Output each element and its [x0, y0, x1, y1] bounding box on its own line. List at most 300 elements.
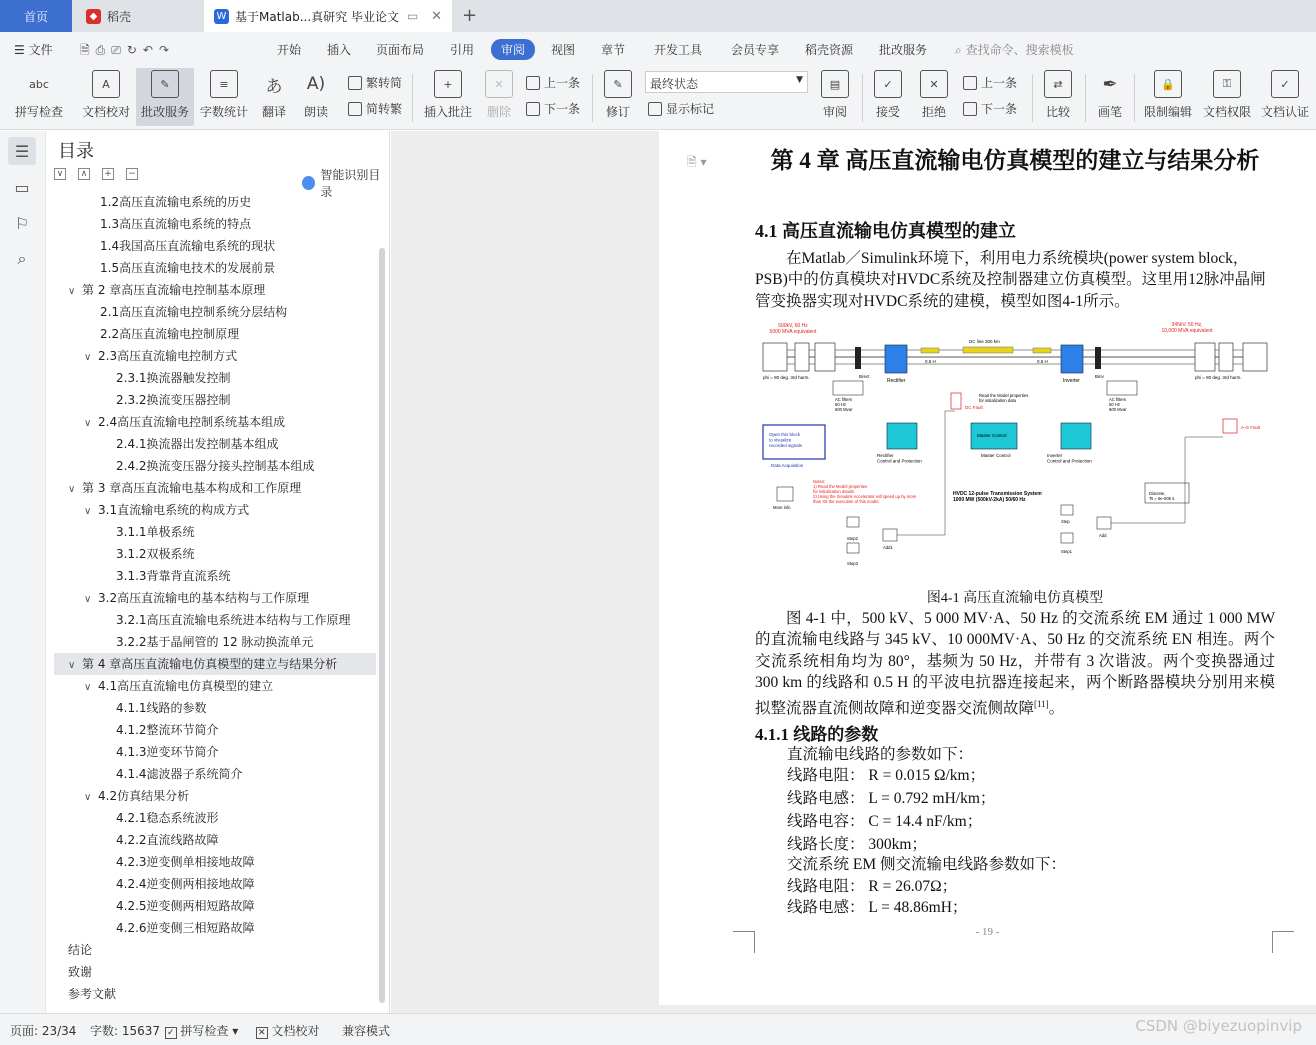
side-icon-bar	[0, 131, 46, 1013]
more-info-label: More info	[773, 505, 791, 510]
right-meter	[1219, 343, 1233, 371]
next-change-icon	[963, 102, 977, 116]
toc-item-label: 4.1.3逆变环节简介	[116, 745, 219, 759]
command-search-placeholder: 查找命令、搜索模板	[965, 43, 1074, 57]
toc-item[interactable]	[54, 807, 376, 829]
prev-comment-label: 上一条	[544, 76, 581, 90]
doc-rights-icon: ⚿	[1213, 70, 1241, 98]
inverter-block	[1061, 345, 1083, 373]
restrict-edit-button[interactable]	[1141, 68, 1195, 126]
tab-docer[interactable]	[74, 0, 204, 32]
next-change-label: 下一条	[981, 102, 1018, 116]
collapse-all-icon[interactable]: ∨	[54, 168, 66, 180]
breaker-rect	[855, 347, 861, 369]
menu-insert[interactable]: 插入	[327, 43, 352, 57]
toc-item[interactable]	[54, 675, 376, 697]
doc-rights-button[interactable]	[1200, 68, 1254, 126]
status-doc-check[interactable]	[256, 1022, 319, 1039]
next-comment-button[interactable]	[526, 100, 580, 117]
ribbon-divider	[1134, 74, 1135, 122]
compare-button[interactable]	[1038, 68, 1078, 126]
expand-caret-icon[interactable]: ∨	[84, 682, 92, 693]
rectifier-control-block	[887, 423, 917, 449]
tab-home[interactable]	[0, 0, 72, 32]
dc-fault-label: DC Fault	[965, 405, 983, 410]
trad-to-simp-button[interactable]	[348, 74, 402, 91]
compare-icon: ⇄	[1044, 70, 1072, 98]
menu-page-layout[interactable]: 页面布局	[376, 43, 425, 57]
master-control-inner: Master Control	[977, 433, 1007, 438]
svg-text-line: Inverter	[1047, 453, 1063, 458]
step3-label: Step3	[847, 561, 858, 566]
correction-label: 批改服务	[140, 105, 189, 119]
svg-text-line: Control and Protection	[1047, 458, 1092, 464]
word-count-icon: ≡	[210, 70, 238, 98]
toc-item-label: 2.4.1换流器出发控制基本组成	[116, 437, 279, 451]
next-comment-icon	[526, 102, 540, 116]
dc-line-resistance: 线路电阻： R = 0.015 Ω/km；	[787, 767, 986, 784]
chapter-nav-icon[interactable]: ▭	[14, 177, 30, 197]
menu-view[interactable]: 视图	[551, 43, 576, 57]
quick-access-toolbar[interactable]: 🗎⎙⎚↻↶↷	[80, 43, 176, 57]
hvdc-model-figure	[755, 319, 1275, 581]
left-meter	[795, 343, 809, 371]
toc-item[interactable]	[54, 565, 376, 587]
svg-text-line: for initialization details	[813, 489, 854, 494]
expand-caret-icon[interactable]: ∨	[68, 286, 76, 297]
menu-chapter[interactable]: 章节	[601, 43, 626, 57]
toc-item[interactable]	[54, 829, 376, 851]
toc-item[interactable]	[54, 785, 376, 807]
menu-review[interactable]: 审阅	[491, 39, 535, 60]
toc-item-label: 4.1.1线路的参数	[116, 701, 207, 715]
delete-comment-icon: ✕	[485, 70, 513, 98]
doc-cert-label: 文档认证	[1260, 105, 1309, 119]
toc-item[interactable]	[54, 411, 376, 433]
file-menu-label: 文件	[28, 43, 53, 57]
toc-item-label: 2.3.1换流器触发控制	[116, 371, 231, 385]
svg-text-line: Notes:	[813, 479, 826, 484]
toc-item-label: 1.2高压直流输电系统的历史	[100, 195, 252, 209]
toc-item-label: 4.1.4滤波器子系统简介	[116, 767, 243, 781]
citation-ref[interactable]: [11]	[1034, 698, 1049, 709]
add-label: Add	[1099, 533, 1107, 538]
review-label: 审阅	[822, 105, 847, 119]
step1-block	[1061, 533, 1073, 543]
svg-text-line: 500kV, 60 Hz	[778, 323, 808, 329]
toc-item[interactable]	[54, 873, 376, 895]
new-tab-icon[interactable]: +	[462, 5, 478, 26]
reject-button[interactable]	[914, 68, 954, 126]
svg-text-line: AC filters	[1109, 397, 1126, 402]
svg-text-line: 600 Mvar	[835, 407, 853, 412]
ac-filter-right	[1107, 381, 1137, 395]
step2-block	[847, 517, 859, 527]
show-markup-label: 显示标记	[666, 102, 715, 116]
toc-item-label: 4.2.6逆变侧三相短路故障	[116, 921, 255, 935]
dc-line-capacitance: 线路电容： C = 14.4 nF/km；	[787, 813, 983, 830]
brect-label: Brect	[859, 374, 870, 379]
toc-item[interactable]	[54, 609, 376, 631]
step3-block	[847, 543, 859, 553]
prev-comment-button[interactable]	[526, 74, 580, 91]
toc-item-label: 1.5高压直流输电技术的发展前景	[100, 261, 276, 275]
toc-item[interactable]	[54, 895, 376, 917]
page-number: - 19 -	[975, 926, 1000, 938]
add-heading-icon[interactable]: +	[102, 168, 114, 180]
correction-service-button[interactable]	[136, 68, 194, 126]
right-phi-label: phi = 80 deg. 3rd harm.	[1195, 375, 1242, 380]
search-icon: ⌕	[955, 43, 962, 57]
doc-cert-icon: ✓	[1271, 70, 1299, 98]
toc-title: 目录	[58, 141, 94, 162]
tab-document-label: 基于Matlab...真研究 毕业论文	[235, 9, 399, 24]
reactor-right-label: 0.5 H	[1037, 359, 1048, 364]
reject-icon: ✕	[920, 70, 948, 98]
display-status-select[interactable]	[645, 71, 808, 93]
ribbon-divider	[1032, 74, 1033, 122]
toc-item-label: 第 4 章高压直流输电仿真模型的建立与结果分析	[82, 657, 338, 671]
close-tab-icon[interactable]: ✕	[431, 8, 442, 24]
params-intro: 直流输电线路的参数如下：	[787, 746, 974, 763]
toc-item[interactable]	[54, 851, 376, 873]
show-markup-button[interactable]	[648, 100, 714, 117]
status-doc-check-label: 文档校对	[271, 1024, 320, 1038]
ac-filter-left	[833, 381, 863, 395]
step2-label: Step2	[847, 536, 858, 541]
read-aloud-label: 朗读	[303, 105, 328, 119]
trad-to-simp-label: 繁转简	[366, 76, 403, 90]
prev-comment-icon	[526, 76, 540, 90]
translate-label: 翻译	[261, 105, 286, 119]
subsection-heading: 4.1.1 线路的参数	[755, 725, 879, 744]
expand-caret-icon[interactable]: ∨	[84, 506, 92, 517]
ac-line-inductance: 线路电感： L = 48.86mH；	[787, 899, 968, 916]
document-background	[659, 1005, 1316, 1013]
accept-icon: ✓	[874, 70, 902, 98]
toc-item-label: 1.3高压直流输电系统的特点	[100, 217, 252, 231]
toc-item[interactable]	[54, 279, 376, 301]
step1-label: Step1	[1061, 549, 1072, 554]
insert-comment-label: 插入批注	[423, 105, 472, 119]
toc-item-label: 3.2.1高压直流输电系统进本结构与工作原理	[116, 613, 351, 627]
next-comment-label: 下一条	[544, 102, 581, 116]
menu-member[interactable]: 会员专享	[731, 43, 780, 57]
remove-heading-icon[interactable]: −	[126, 168, 138, 180]
svg-text-line: recorded signals	[769, 442, 803, 448]
menu-references[interactable]: 引用	[450, 43, 475, 57]
smoothing-reactor-right	[1033, 348, 1051, 353]
toc-item[interactable]	[54, 939, 376, 961]
watermark: CSDN @biyezuopinvip	[1135, 1017, 1302, 1035]
svg-text-line: HVDC 12-pulse Transmission System	[953, 491, 1042, 497]
toc-item-label: 4.2.1稳态系统波形	[116, 811, 219, 825]
toc-item[interactable]	[54, 961, 376, 983]
dc-line-block	[963, 347, 1013, 353]
dc-fault-block	[951, 393, 961, 409]
checkbox-icon: ✓	[167, 1028, 175, 1038]
compare-label: 比较	[1045, 105, 1070, 119]
toc-item[interactable]	[54, 323, 376, 345]
toc-item[interactable]	[54, 235, 376, 257]
svg-text-line: Discrete,	[1149, 491, 1166, 496]
svg-text-line: for initialization data	[979, 398, 1017, 403]
toc-item[interactable]	[54, 191, 376, 213]
toc-item[interactable]	[54, 741, 376, 763]
prev-change-button[interactable]	[963, 74, 1017, 91]
menu-bar	[0, 32, 1316, 66]
menu-start[interactable]: 开始	[277, 43, 302, 57]
svg-text-line: Control and Protection	[877, 458, 922, 464]
left-impedance	[815, 343, 835, 371]
spell-check-button[interactable]	[8, 68, 70, 126]
toc-item[interactable]	[54, 477, 376, 499]
spell-check-icon: abc	[29, 77, 49, 91]
dc-line-inductance: 线路电感： L = 0.792 mH/km；	[787, 790, 996, 807]
simp-to-trad-label: 简转繁	[366, 102, 403, 116]
expand-caret-icon[interactable]: ∨	[84, 352, 92, 363]
toc-item[interactable]	[54, 301, 376, 323]
word-count-button[interactable]	[197, 68, 251, 126]
expand-caret-icon[interactable]: ∨	[68, 484, 76, 495]
figure-caption: 图4-1 高压直流输电仿真模型	[926, 591, 1104, 606]
status-spell-check[interactable]: ✓ 拼写检查 ▾	[167, 1024, 239, 1038]
track-changes-label: 修订	[605, 105, 630, 119]
page-options-icon[interactable]: 🗎 ▾	[687, 155, 707, 169]
toc-item[interactable]	[54, 433, 376, 455]
read-aloud-icon: A)	[306, 74, 326, 94]
toc-item-label: 4.2仿真结果分析	[98, 789, 190, 803]
rectifier-label: Rectifier	[887, 378, 906, 384]
svg-text-line: 1) Read the Model properties	[813, 484, 868, 489]
toc-item[interactable]	[54, 763, 376, 785]
step-label: Step	[1061, 519, 1070, 524]
page-indicator[interactable]: 页面: 23/34	[10, 1024, 77, 1038]
toc-item[interactable]	[54, 653, 376, 675]
tab-home-label: 首页	[23, 9, 48, 24]
toc-item-label: 2.4.2换流变压器分接头控制基本组成	[116, 459, 315, 473]
toc-item-label: 3.2高压直流输电的基本结构与工作原理	[98, 591, 310, 605]
menu-developer[interactable]: 开发工具	[654, 43, 703, 57]
review-button[interactable]	[815, 68, 855, 126]
spell-check-label: 拼写检查	[14, 105, 63, 119]
step-block	[1061, 505, 1073, 515]
toc-item-label: 4.2.4逆变侧两相接地故障	[116, 877, 255, 891]
svg-text-line: to visualize	[769, 437, 792, 443]
svg-text-line: 10,000 MVA equivalent	[1161, 328, 1213, 334]
svg-text-line: 60 Hz	[835, 402, 846, 407]
master-control-label: Master Control	[981, 453, 1011, 458]
svg-text-line: 2) Using the Simulink Accelerator will speed up by more	[813, 494, 917, 499]
svg-text-line: 345kV, 50 Hz,	[1171, 322, 1203, 328]
toc-item[interactable]	[54, 697, 376, 719]
word-count-label: 字数统计	[199, 105, 248, 119]
binv-label: Binv	[1095, 374, 1104, 379]
command-search[interactable]	[955, 41, 1074, 58]
ribbon-divider	[592, 74, 593, 122]
paragraph-1: 在Matlab／Simulink环境下，利用电力系统模块(power system block，PSB)中的仿真模块对HVDC系统及控制器建立仿真模型。这里用12脉冲晶闸管变换器实现对HVDC系统的建模，模型如图4-1所示。	[755, 250, 1266, 310]
translate-button[interactable]	[255, 68, 293, 126]
svg-text-line: 50 Hz	[1109, 402, 1120, 407]
toc-item[interactable]	[54, 631, 376, 653]
toc-item-label: 2.4高压直流输电控制系统基本组成	[98, 415, 286, 429]
inverter-label: Inverter	[1063, 378, 1080, 384]
insert-comment-icon: +	[434, 70, 462, 98]
ag-fault-label: A-G Fault	[1241, 425, 1261, 430]
left-ac-source	[763, 343, 787, 371]
toc-panel-icon[interactable]: ☰	[8, 137, 36, 165]
toc-item[interactable]	[54, 917, 376, 939]
trad-simp-icon	[348, 76, 362, 90]
toc-item-label: 4.2.5逆变侧两相短路故障	[116, 899, 255, 913]
toc-item-label: 2.1高压直流输电控制系统分层结构	[100, 305, 288, 319]
chevron-down-icon: ▼	[796, 75, 803, 85]
toc-item[interactable]	[54, 499, 376, 521]
toc-item-label: 结论	[68, 943, 93, 957]
ac-params-intro: 交流系统 EM 侧交流输电线路参数如下：	[787, 856, 1067, 873]
breaker-inv	[1095, 347, 1101, 369]
prev-change-icon	[963, 76, 977, 90]
file-menu[interactable]: ☰ 文件	[14, 43, 53, 57]
tab-docer-label: 稻壳	[107, 9, 132, 24]
inverter-control-block	[1061, 423, 1091, 449]
review-icon: ▤	[821, 70, 849, 98]
toc-item-label: 3.2.2基于晶闸管的 12 脉动换流单元	[116, 635, 314, 649]
reject-label: 拒绝	[921, 105, 946, 119]
expand-icon[interactable]: ∧	[78, 168, 90, 180]
toc-item-label: 2.3高压直流输电控制方式	[98, 349, 238, 363]
toc-item-label: 3.1.2双极系统	[116, 547, 195, 561]
toc-item[interactable]	[54, 719, 376, 741]
toc-item-label: 1.4我国高压直流输电系统的现状	[100, 239, 276, 253]
doc-rights-label: 文档权限	[1202, 105, 1251, 119]
delete-comment-button[interactable]	[480, 68, 518, 126]
add1-label: Add1	[883, 545, 893, 550]
document-background	[391, 131, 659, 1013]
track-changes-button[interactable]	[599, 68, 637, 126]
simp-to-trad-button[interactable]	[348, 100, 402, 117]
window-tab-bar	[0, 0, 1316, 32]
toc-item-label: 第 2 章高压直流输电控制基本原理	[82, 283, 266, 297]
insert-comment-button[interactable]	[420, 68, 476, 126]
toc-item[interactable]	[54, 257, 376, 279]
ribbon-divider	[862, 74, 863, 122]
toc-item[interactable]	[54, 983, 376, 1005]
section-heading: 4.1 高压直流输电仿真模型的建立	[755, 221, 1016, 241]
reactor-left-label: 0.5 H	[925, 359, 936, 364]
ribbon-divider	[1085, 74, 1086, 122]
toc-item-label: 2.2高压直流输电控制原理	[100, 327, 240, 341]
smart-toc-label: 智能识别目录	[320, 168, 381, 199]
toc-scrollbar[interactable]	[379, 248, 385, 1003]
right-impedance	[1195, 343, 1215, 371]
doc-check-label: 文档校对	[81, 105, 130, 119]
toc-item[interactable]	[54, 345, 376, 367]
compat-mode: 兼容模式	[342, 1024, 391, 1038]
menu-docer-resources[interactable]: 稻壳资源	[805, 43, 854, 57]
expand-caret-icon[interactable]: ∨	[68, 660, 76, 671]
rectifier-block	[885, 345, 907, 373]
expand-caret-icon[interactable]: ∨	[84, 594, 92, 605]
toc-item-label: 2.3.2换流变压器控制	[116, 393, 231, 407]
find-icon[interactable]: ⌕	[17, 249, 27, 268]
svg-text-line: Rectifier	[877, 453, 894, 458]
paragraph-2-end: 。	[1048, 699, 1065, 717]
restrict-edit-label: 限制编辑	[1143, 105, 1192, 119]
pen-button[interactable]	[1092, 68, 1128, 126]
word-count-indicator[interactable]: 字数: 15637	[90, 1024, 161, 1038]
toc-item-label: 4.1高压直流输电仿真模型的建立	[98, 679, 274, 693]
add-block	[1097, 517, 1111, 529]
toc-item[interactable]	[54, 367, 376, 389]
translate-icon: あ	[265, 76, 283, 97]
accept-label: 接受	[875, 105, 900, 119]
menu-correction-service[interactable]: 批改服务	[879, 43, 928, 57]
smoothing-reactor-left	[921, 348, 939, 353]
data-acquisition-label: Data Acquisition	[771, 463, 804, 468]
toc-item-label: 3.1.1单极系统	[116, 525, 195, 539]
smart-toc-icon	[302, 176, 315, 190]
left-phi-label: phi = 80 deg. 3rd harm.	[763, 375, 810, 380]
expand-caret-icon[interactable]: ∨	[84, 792, 92, 803]
ac-line-resistance: 线路电阻： R = 26.07Ω；	[787, 878, 958, 895]
document-page	[659, 131, 1316, 1007]
toc-item[interactable]	[54, 587, 376, 609]
simp-trad-icon	[348, 102, 362, 116]
toc-item-label: 致谢	[68, 965, 93, 979]
show-markup-icon	[648, 102, 662, 116]
svg-text-line: than X5 the execution of this model.	[813, 499, 880, 504]
dc-line-length: 线路长度： 300km；	[787, 836, 927, 853]
svg-text-line: 1000 MW (500kV-2kA) 50/60 Hz	[953, 497, 1026, 503]
lock-icon: 🔒	[1154, 70, 1182, 98]
bookmark-icon[interactable]: ⚐	[14, 213, 30, 233]
next-change-button[interactable]	[963, 100, 1017, 117]
paragraph-2-text: 图 4-1 中，500 kV、5 000 MV·A、50 Hz 的交流系统 EM 通过 1 000 MW 的直流输电线路与 345 kV、10 000MV·A、50 Hz 的交流系统 EN 相连。两个交流系统相角均为 80°，基频为 50 Hz，并带有 3 次谐波。两个变换器通过 300 km 的线路和 0.5 H 的平波电抗器连接起来，两个断路器模块分别用来模拟整流器直流侧故障和逆变器交流侧故障	[755, 610, 1275, 717]
toc-item[interactable]	[54, 521, 376, 543]
pen-label: 画笔	[1097, 105, 1122, 119]
doc-check-button[interactable]	[78, 68, 134, 126]
toc-item[interactable]	[54, 455, 376, 477]
screen-icon[interactable]: ▭	[406, 9, 419, 23]
toc-item-label: 参考文献	[68, 987, 117, 1001]
track-changes-icon: ✎	[604, 70, 632, 98]
correction-icon: ✎	[151, 70, 179, 98]
add1-block	[883, 529, 897, 541]
accept-button[interactable]	[868, 68, 908, 126]
paragraph-2	[755, 608, 1275, 719]
tab-document[interactable]	[204, 0, 452, 32]
toc-panel	[46, 131, 390, 1013]
expand-caret-icon[interactable]: ∨	[84, 418, 92, 429]
toc-item[interactable]	[54, 543, 376, 565]
read-aloud-button[interactable]	[299, 68, 333, 126]
ribbon-divider	[412, 74, 413, 122]
doc-cert-button[interactable]	[1258, 68, 1312, 126]
doc-check-small-icon: ✕	[258, 1028, 266, 1038]
pen-icon: ✒	[1102, 73, 1118, 95]
toc-item[interactable]	[54, 213, 376, 235]
prev-change-label: 上一条	[981, 76, 1018, 90]
docer-icon: ◆	[86, 9, 101, 24]
toc-item-label: 3.1直流输电系统的构成方式	[98, 503, 250, 517]
toc-item[interactable]	[54, 389, 376, 411]
chapter-title: 第 4 章 高压直流输电仿真模型的建立与结果分析	[770, 148, 1260, 173]
status-bar	[0, 1013, 1316, 1045]
toc-item-label: 第 3 章高压直流输电基本构成和工作原理	[82, 481, 302, 495]
more-info-block	[777, 487, 793, 501]
svg-text-line: Read the Model properties	[979, 393, 1029, 398]
